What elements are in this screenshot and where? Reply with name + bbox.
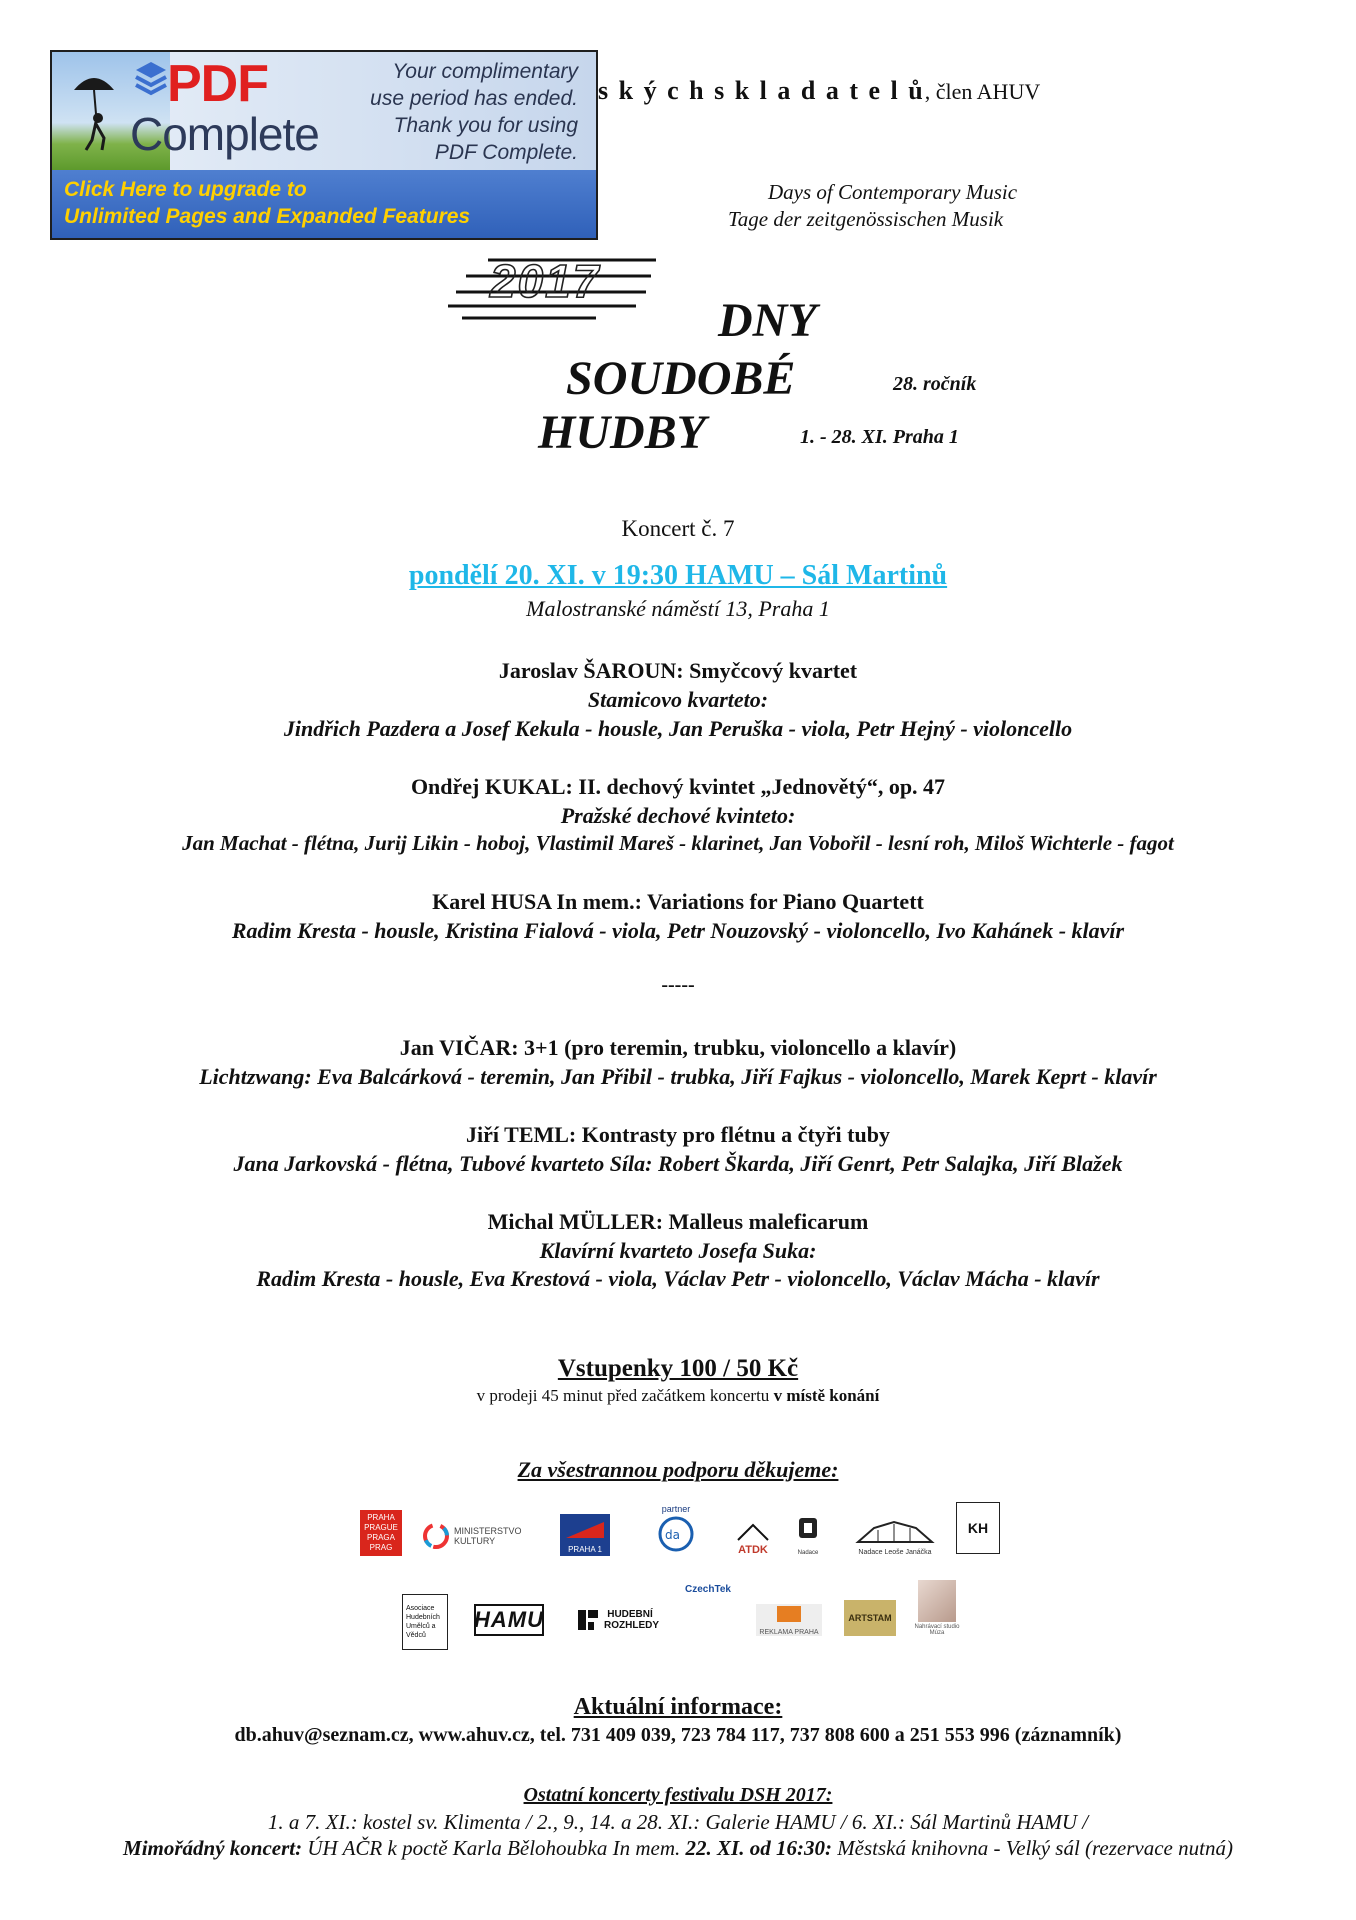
other-concerts-line: 1. a 7. XI.: kostel sv. Klimenta / 2., 9., 14. a 28. XI.: Galerie HAMU / 6. XI.: Sál Martinů HAMU / — [267, 1810, 1089, 1834]
logo-text: MINISTERSTVO KULTURY — [454, 1526, 522, 1546]
program-composer: Jan VIČAR: 3+1 (pro teremin, trubku, violoncello a klavír) — [399, 1035, 957, 1060]
muza-picture — [918, 1580, 956, 1622]
festival-dates: 1. - 28. XI. Praha 1 — [800, 426, 959, 448]
logo-hamu: HAMU — [474, 1604, 544, 1636]
program-ensemble: Pražské dechové kvinteto: — [560, 803, 796, 828]
partner-circle-icon — [651, 1514, 701, 1554]
program-composer: Jaroslav ŠAROUN: Smyčcový kvartet — [498, 658, 858, 683]
program-performers: Radim Kresta - housle, Kristina Fialová - viola, Petr Nouzovský - violoncello, Ivo Kahánek - klavír — [231, 918, 1125, 943]
pdf-layers-icon — [134, 60, 168, 100]
banner-message-line: PDF Complete. — [434, 141, 578, 164]
logo-artstam: ARTSTAM — [844, 1600, 896, 1636]
banner-message-line: Your complimentary — [392, 60, 578, 83]
logo-text: partner — [661, 1504, 691, 1514]
logo-studio-muza — [914, 1580, 960, 1636]
logo-czechtek: CzechTek — [685, 1583, 731, 1595]
program-performers: Jana Jarkovská - flétna, Tubové kvarteto Síla: Robert Škarda, Jiří Genrt, Petr Salajka, Jiří Blažek — [233, 1151, 1123, 1176]
logo-ahuv: Asociace Hudebních Umělců a Vědců — [402, 1594, 448, 1650]
logo-text: Nahrávací studio Múza — [914, 1624, 960, 1636]
banner-message-line: use period has ended. — [370, 87, 578, 110]
year-graphic — [426, 252, 676, 342]
concert-number: Koncert č. 7 — [621, 516, 735, 541]
program-separator: ----- — [661, 974, 695, 996]
ministry-circle-icon — [422, 1522, 450, 1550]
logo-kh: KH — [956, 1502, 1000, 1554]
upgrade-link-line[interactable]: Unlimited Pages and Expanded Features — [64, 205, 471, 228]
logo-praha1 — [560, 1514, 610, 1556]
logo-nadace — [788, 1516, 828, 1556]
subtitle-en: Days of Contemporary Music — [768, 180, 1018, 204]
banner-brand-pdf: PDF — [167, 55, 268, 113]
atdk-roof-icon — [734, 1522, 772, 1542]
banner-message — [318, 58, 578, 166]
concert-datetime-venue[interactable]: pondělí 20. XI. v 19:30 HAMU – Sál Martinů — [408, 560, 948, 591]
info-contacts[interactable]: db.ahuv@seznam.cz, www.ahuv.cz, tel. 731 409 039, 723 784 117, 737 808 600 a 251 553 996 (záznamník) — [234, 1724, 1122, 1746]
festival-title-1: DNY — [718, 294, 817, 347]
festival-title-2: SOUDOBÉ — [566, 352, 796, 405]
special-venue: Městská knihovna - Velký sál (rezervace nutná) — [837, 1836, 1233, 1860]
logo-praha: PRAHA PRAGUE PRAGA PRAG — [360, 1510, 402, 1556]
upgrade-banner[interactable] — [50, 50, 598, 240]
logo-nadace-leose-janacka — [854, 1516, 936, 1556]
reklama-mark-icon — [777, 1606, 801, 1622]
festival-title-3: HUDBY — [538, 406, 706, 459]
program-performers: Jindřich Pazdera a Josef Kekula - housle, Jan Peruška - viola, Petr Hejný - violoncello — [283, 716, 1073, 741]
ticket-note-place: v místě konání — [773, 1386, 880, 1405]
info-heading: Aktuální informace: — [573, 1694, 783, 1720]
ticket-note-text: v prodeji 45 minut před začátkem koncertu — [476, 1386, 774, 1405]
special-label: Mimořádný koncert: — [123, 1836, 308, 1860]
special-date: 22. XI. od 16:30: — [685, 1836, 838, 1860]
banner-brand-complete: Complete — [130, 108, 319, 160]
logo-text: ATDK — [738, 1544, 768, 1556]
festival-edition: 28. ročník — [893, 373, 977, 395]
subtitle-de: Tage der zeitgenössischen Musik — [728, 207, 1004, 231]
org-name: s k ý c h s k l a d a t e l ů — [598, 76, 925, 105]
program-composer: Karel HUSA In mem.: Variations for Piano Quartett — [432, 889, 924, 914]
other-concerts-special — [0, 1836, 1356, 1861]
logo-partner — [648, 1504, 704, 1556]
program-composer: Jiří TEML: Kontrasty pro flétnu a čtyři tuby — [466, 1122, 890, 1147]
banner-message-line: Thank you for using — [393, 114, 578, 137]
program-composer: Ondřej KUKAL: II. dechový kvintet „Jednovětý“, op. 47 — [410, 774, 946, 799]
org-suffix: , člen AHUV — [924, 79, 1041, 104]
logo-text: Nadace — [797, 1550, 819, 1556]
program-performers: Radim Kresta - housle, Eva Krestová - viola, Václav Petr - violoncello, Václav Mácha - klavír — [256, 1266, 1100, 1291]
logo-atdk — [734, 1522, 772, 1556]
program-performers: Jan Machat - flétna, Jurij Likin - hoboj, Vlastimil Mareš - klarinet, Jan Vobořil - lesní roh, Miloš Wichterle - fagot — [182, 831, 1174, 855]
program-composer: Michal MÜLLER: Malleus maleficarum — [487, 1209, 869, 1234]
logo-text: Nadace Leoše Janáčka — [858, 1549, 932, 1556]
festival-year: 2017 — [490, 255, 601, 307]
ticket-note — [0, 1386, 1356, 1406]
support-heading: Za všestrannou podporu děkujeme: — [517, 1457, 839, 1482]
program-ensemble: Klavírní kvarteto Josefa Suka: — [539, 1238, 817, 1263]
program-ensemble: Stamicovo kvarteto: — [587, 687, 769, 712]
upgrade-link-area[interactable] — [52, 170, 596, 240]
rozhledy-mark-icon — [576, 1606, 600, 1634]
logo-text: HUDEBNÍ ROZHLEDY — [604, 1609, 659, 1631]
ticket-price: Vstupenky 100 / 50 Kč — [557, 1355, 799, 1382]
svg-text:da: da — [665, 1528, 680, 1542]
upgrade-link-line[interactable]: Click Here to upgrade to — [64, 178, 307, 201]
janacek-building-icon — [854, 1516, 936, 1546]
logo-ministerstvo-kultury — [422, 1516, 522, 1556]
banner-top — [52, 52, 596, 170]
special-title: ÚH AČR k poctě Karla Bělohoubka In mem. — [307, 1836, 686, 1860]
nadace-emblem-icon — [793, 1516, 823, 1540]
logo-hudebni-rozhledy — [576, 1604, 659, 1636]
logo-text: REKLAMA PRAHA — [759, 1629, 819, 1636]
upgrade-link[interactable] — [64, 176, 470, 230]
org-line — [598, 76, 1040, 106]
logo-reklama-praha — [756, 1604, 822, 1636]
logo-text: PRAHA 1 — [568, 1545, 602, 1554]
other-concerts-heading: Ostatní koncerty festivalu DSH 2017: — [523, 1784, 833, 1806]
program-performers: Lichtzwang: Eva Balcárková - teremin, Jan Přibil - trubka, Jiří Fajkus - violoncello, Marek Keprt - klavír — [199, 1064, 1157, 1089]
praha1-flag-icon — [560, 1518, 610, 1544]
concert-address: Malostranské náměstí 13, Praha 1 — [526, 596, 830, 621]
